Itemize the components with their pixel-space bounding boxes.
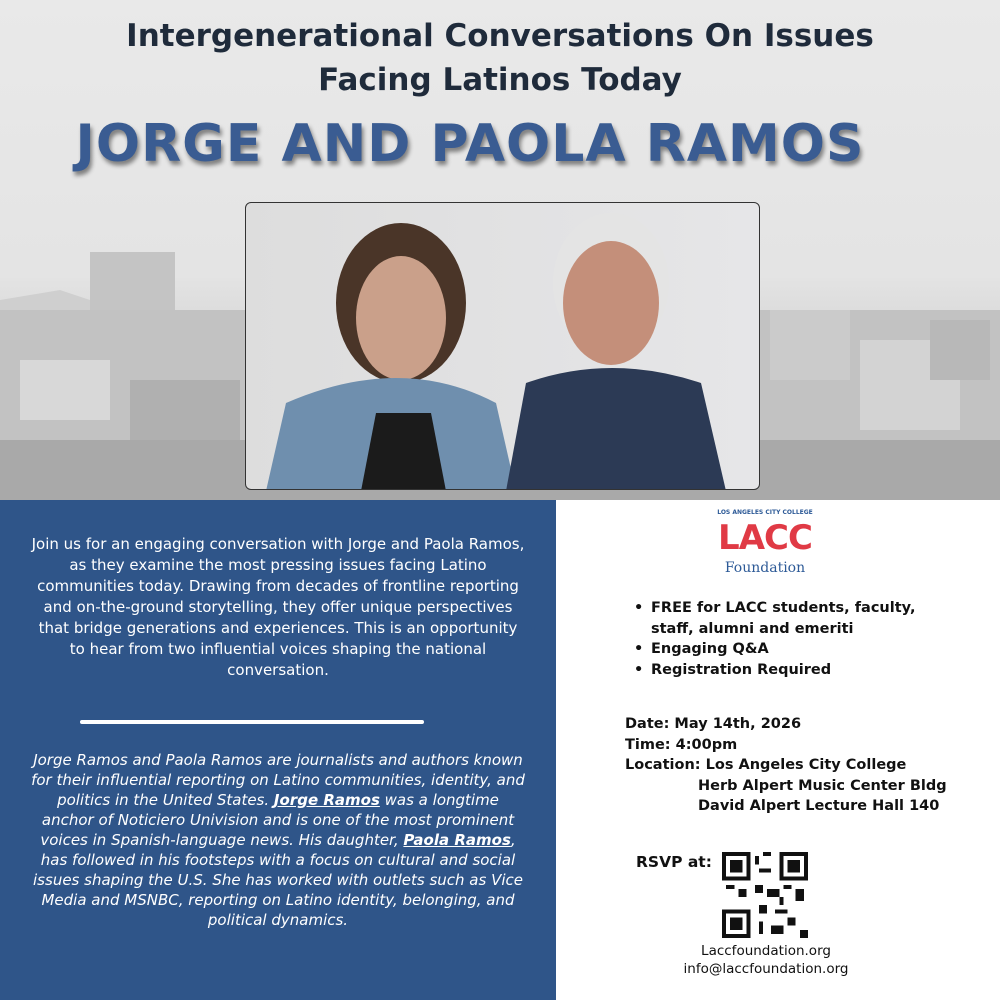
info-panel xyxy=(556,500,1000,1000)
event-building: Herb Alpert Music Center Bldg xyxy=(698,777,947,794)
email-link[interactable]: info@laccfoundation.org xyxy=(683,961,849,977)
description-panel xyxy=(0,500,556,1000)
event-details xyxy=(625,714,947,817)
qr-code-icon[interactable] xyxy=(722,852,808,938)
list-item: • FREE for LACC students, faculty, staff, alumni and emeriti xyxy=(634,598,954,639)
event-time: Time: 4:00pm xyxy=(625,736,738,753)
speakers-photo xyxy=(245,202,760,490)
paola-ramos-link[interactable]: Paola Ramos xyxy=(403,831,511,849)
rsvp-label: RSVP at: xyxy=(636,853,712,871)
highlights-list xyxy=(634,598,954,680)
contact-info xyxy=(646,942,886,978)
jorge-ramos-link[interactable]: Jorge Ramos xyxy=(273,791,380,809)
bio-paragraph: Jorge Ramos and Paola Ramos are journalists and authors known for their influential reporting on Latino communities, identity, and politics in the United States. Jorge Ramos was a longtime anchor of Noticiero Univision and is one of the most prominent voices in Spanish-language news. His daughter, Paola Ramos, has followed in his footsteps with a focus on cultural and social issues shaping the U.S. She has worked with outlets such as Vice Media and MSNBC, reporting on Latino identity, belonging, and political dynamics. xyxy=(31,751,525,929)
event-date: Date: May 14th, 2026 xyxy=(625,716,802,732)
website-link[interactable]: Laccfoundation.org xyxy=(701,943,831,959)
list-item: • Registration Required xyxy=(634,660,954,681)
event-location: Location: Los Angeles City College xyxy=(625,757,907,773)
list-item: • Engaging Q&A xyxy=(634,639,954,660)
lacc-foundation-logo: LOS ANGELES CITY COLLEGE LACC Foundation xyxy=(717,509,813,576)
intro-paragraph: Join us for an engaging conversation with Jorge and Paola Ramos, as they examine the most pressing issues facing Latino communities today. Drawing from decades of frontline reporting and on-the-ground storytelling, they offer unique perspectives that bridge generations and experiences. This is an opportunity to hear from two influential voices shaping the national conversation. xyxy=(31,535,525,679)
divider xyxy=(80,720,424,724)
speakers-headline: JORGE AND PAOLA RAMOS xyxy=(75,114,865,174)
event-title: Intergenerational Conversations On Issues Facing Latinos Today xyxy=(126,18,874,98)
event-hall: David Alpert Lecture Hall 140 xyxy=(698,798,940,814)
